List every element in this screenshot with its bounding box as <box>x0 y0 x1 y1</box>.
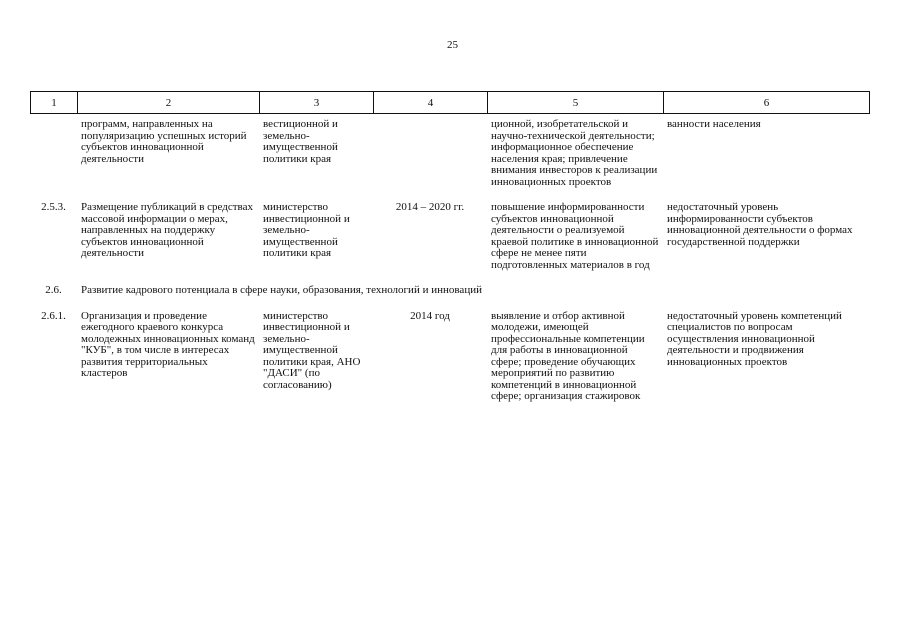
item-number: 2.6.1. <box>41 309 66 322</box>
column-number-3: 3 <box>260 92 374 114</box>
executor-cell: вестиционной и земельно-имущественной политики края <box>263 118 338 165</box>
row-spacer <box>30 271 869 285</box>
result-cell: повышение информированности субъектов инновационной деятельности о реализуемой краевой политике в инновационной сфере не менее пяти подготовленных материалов в год <box>491 201 659 271</box>
row-spacer <box>30 188 869 202</box>
column-number-6: 6 <box>664 92 870 114</box>
activity-cell: программ, направленных на популяризацию успешных историй субъектов инновационной деятельности <box>81 118 247 165</box>
column-header-row <box>31 92 870 114</box>
consequence-cell: недостаточный уровень компетенций специалистов по вопросам осуществления инновационной деятельности и продвижения инновационных проектов <box>667 309 842 368</box>
section-row <box>30 285 869 297</box>
column-number-5: 5 <box>488 92 664 114</box>
consequence-cell: ванности населения <box>667 118 761 130</box>
section-number: 2.6. <box>45 284 62 296</box>
column-header-table <box>30 91 870 114</box>
table-row <box>30 311 869 403</box>
consequence-cell: недостаточный уровень информированности субъектов инновационной деятельности о формах государственной поддержки <box>667 201 853 248</box>
item-number <box>30 119 77 188</box>
table-row <box>30 119 869 188</box>
term-cell: 2014 год <box>410 309 450 322</box>
column-number-2: 2 <box>78 92 260 114</box>
activity-cell: Организация и проведение ежегодного краевого конкурса молодежных инновационных команд "КУБ", в том числе в интересах развития территориальных кластеров <box>81 309 255 379</box>
activity-cell: Размещение публикаций в средствах массовой информации о мерах, направленных на поддержку субъектов инновационной деятельности <box>81 201 253 259</box>
result-cell: выявление и отбор активной молодежи, имеющей профессиональные компетенции для работы в инновационной сфере; проведение обучающих мероприятий по развитию компетенций в инновационной сфере; организация стажировок <box>491 309 645 402</box>
measures-table <box>30 119 869 403</box>
column-number-1: 1 <box>31 92 78 114</box>
page-number: 25 <box>447 39 458 51</box>
item-number: 2.5.3. <box>41 201 66 213</box>
term-cell: 2014 – 2020 гг. <box>395 201 465 213</box>
column-number-4: 4 <box>374 92 488 114</box>
executor-cell: министерство инвестиционной и земельно-имущественной политики края, АНО "ДАСИ" (по согласованию) <box>263 309 361 391</box>
executor-cell: министерство инвестиционной и земельно-имущественной политики края <box>263 201 350 259</box>
section-title: Развитие кадрового потенциала в сфере науки, образования, технологий и инноваций <box>81 284 482 296</box>
table-row <box>30 202 869 271</box>
row-spacer <box>30 297 869 311</box>
term-cell <box>373 119 487 188</box>
result-cell: ционной, изобретательской и научно-технической деятельности; информационное обеспечение населения края; привлечение внимания инвесторов к реализации инновационных проектов <box>491 118 658 188</box>
